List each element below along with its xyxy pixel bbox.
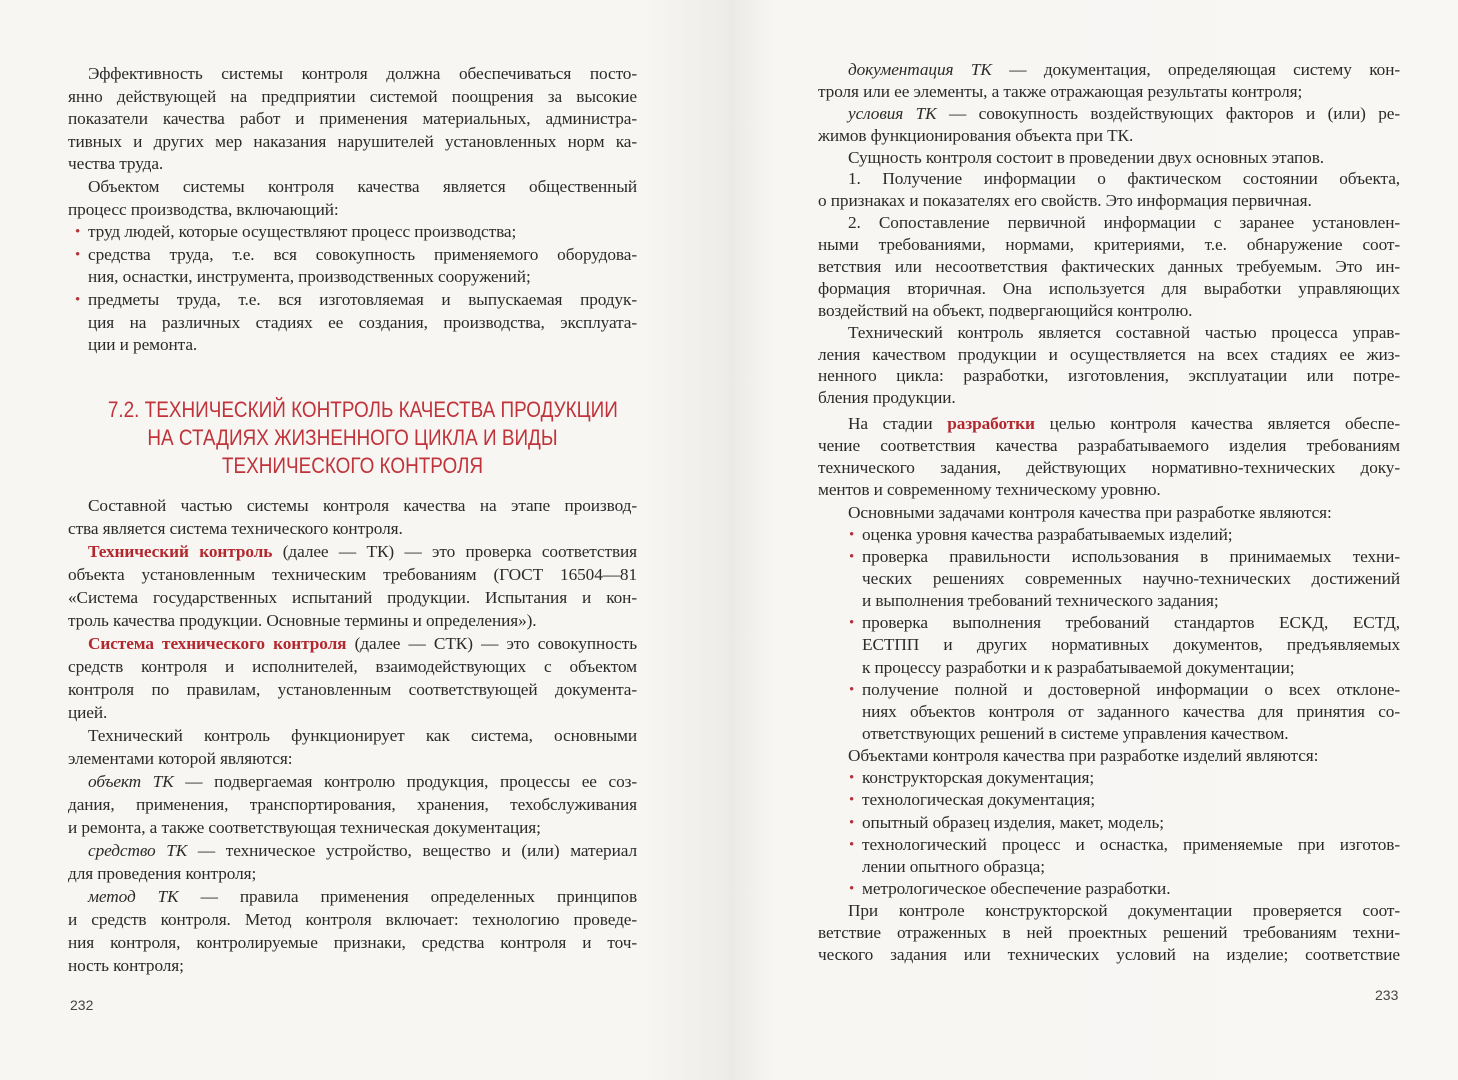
text-line: элементами которой являются:: [68, 749, 293, 768]
text-line: средств контроля и исполнителей, взаимодействующих с объектом: [68, 657, 637, 676]
heading-line: ТЕХНИЧЕСКОГО КОНТРОЛЯ: [221, 453, 484, 478]
text-line: Технический контроль функционирует как система, основными: [88, 726, 637, 745]
text-line: и ремонта, а также соответствующая техническая документация;: [68, 818, 541, 837]
text-line: Объектом системы контроля качества является общественный: [88, 176, 637, 196]
text-line: • конструкторская документация;: [818, 767, 1400, 789]
text-line: • проверка выполнения требований стандартов ЕСКД, ЕСТД,: [818, 612, 1400, 634]
text-line: [818, 103, 1400, 125]
paragraph: [68, 540, 637, 632]
page-number: 232: [70, 997, 94, 1013]
italic-term: метод ТК: [88, 887, 179, 906]
text-segment: (далее — СТК) — это совокупность: [346, 634, 637, 653]
bullet-item: [818, 878, 1400, 900]
text-line: [68, 885, 637, 908]
text-line: • опытный образец изделия, макет, модель;: [818, 812, 1400, 834]
bullet-item: [68, 244, 637, 289]
section-heading: [68, 396, 637, 480]
bullet-item: [818, 834, 1400, 878]
text-line: • труд людей, которые осуществляют процесс производства;: [68, 221, 637, 244]
text-line: ческого задания или технических условий на изделие; соответствие: [818, 945, 1400, 965]
text-segment: — совокупность воздействующих факторов и (или) ре-: [936, 103, 1400, 123]
text-segment: (далее — ТК) — это проверка соответствия: [272, 542, 637, 561]
highlighted-term: Система технического контроля: [88, 634, 347, 653]
text-line: дания, применения, транспортирования, хранения, техобслуживания: [68, 795, 637, 814]
text-line: [818, 413, 1400, 435]
italic-term: объект ТК: [88, 772, 174, 791]
text-line: показатели качества работ и применения материальных, администра-: [68, 109, 637, 129]
bullet-item: [818, 546, 1400, 612]
text-segment: — техническое устройство, вещество и (или) материал: [187, 841, 637, 860]
text-line: жимов функционирования объекта при ТК.: [818, 125, 1134, 145]
italic-term: средство ТК: [88, 841, 188, 860]
text-line: объекта установленным техническим требованиям (ГОСТ 16504—81: [68, 565, 637, 584]
text-line: ненного цикла: разработки, изготовления, эксплуатации или потре-: [818, 366, 1400, 386]
text-line: тивных и других мер наказания нарушителей установленных норм ка-: [68, 131, 637, 151]
paragraph: [68, 176, 637, 221]
text-segment: целью контроля качества является обеспе-: [1034, 414, 1400, 433]
text-line: ЕСТПП и других нормативных документов, предъявляемых: [862, 635, 1400, 655]
paragraph: [818, 103, 1400, 147]
text-line: янно действующей на предприятии системой поощрения за высокие: [68, 86, 637, 106]
text-line: • получение полной и достоверной информации о всех отклоне-: [818, 679, 1400, 701]
text-line: лении опытного образца;: [862, 856, 1045, 876]
text-line: ния, оснастки, инструмента, производственных сооружений;: [88, 267, 531, 287]
paragraph: [818, 322, 1400, 410]
right-text-bottom: [818, 413, 1400, 967]
text-line: чение соответствия качества разрабатываемого изделия требованиям: [818, 436, 1400, 456]
paragraph: [818, 59, 1400, 103]
right-page: [729, 0, 1458, 1080]
text-line: ными требованиями, нормами, критериями, т.е. обнаружение соот-: [818, 235, 1400, 255]
paragraph: [818, 147, 1400, 169]
text-line: ления качеством продукции и осуществляется на всех стадиях ее жиз-: [818, 344, 1400, 364]
heading-line: 7.2. ТЕХНИЧЕСКИЙ КОНТРОЛЬ КАЧЕСТВА ПРОДУКЦИИ: [107, 397, 618, 422]
left-text-top: [68, 63, 637, 357]
text-line: троль качества продукции. Основные термины и определения»).: [68, 611, 537, 630]
text-line: воздействий на объект, подвергающийся контролю.: [818, 300, 1193, 320]
text-line: ветствия или несоответствия фактических данных требуемым. Это ин-: [818, 257, 1400, 277]
text-line: чества труда.: [68, 154, 164, 174]
text-line: Эффективность системы контроля должна обеспечиваться посто-: [88, 64, 637, 83]
text-line: о признаках и показателях его свойств. Это информация первичная.: [818, 191, 1312, 211]
paragraph: [818, 502, 1400, 524]
text-line: Технический контроль является составной частью процесса управ-: [848, 322, 1400, 342]
text-line: ниях объектов контроля от заданного качества для принятия со-: [862, 701, 1400, 721]
text-line: 2. Сопоставление первичной информации с заранее установлен-: [848, 213, 1400, 233]
highlighted-term: Технический контроль: [88, 542, 273, 561]
text-line: • метрологическое обеспечение разработки.: [818, 878, 1400, 900]
text-line: к процессу разработки и к разрабатываемой документации;: [862, 657, 1295, 677]
page-number: 233: [1375, 987, 1399, 1003]
italic-term: условия ТК: [848, 103, 937, 123]
text-line: [68, 839, 637, 862]
paragraph: [68, 885, 637, 977]
paragraph: [68, 632, 637, 724]
text-line: ветствие отраженных в ней проектных решений требованиям техни-: [818, 923, 1400, 943]
text-line: [818, 59, 1400, 81]
text-line: • средства труда, т.е. вся совокупность применяемого оборудова-: [68, 244, 637, 267]
paragraph: [68, 494, 637, 540]
bullet-item: [68, 289, 637, 357]
text-line: цией.: [68, 703, 108, 722]
text-line: контроля по правилам, установленным соответствующей документа-: [68, 680, 637, 699]
text-line: • оценка уровня качества разрабатываемых изделий;: [818, 524, 1400, 546]
text-line: 1. Получение информации о фактическом состоянии объекта,: [848, 169, 1400, 189]
text-segment: На стадии: [848, 414, 948, 433]
heading-line: НА СТАДИЯХ ЖИЗНЕННОГО ЦИКЛА И ВИДЫ: [147, 425, 558, 450]
text-segment: — документация, определяющая систему кон-: [991, 60, 1400, 79]
text-line: Основными задачами контроля качества при разработке являются:: [848, 502, 1332, 522]
text-line: троля или ее элементы, а также отражающая результаты контроля;: [818, 81, 1303, 101]
paragraph: [818, 745, 1400, 767]
text-line: [68, 540, 637, 563]
text-line: ния контроля, контролируемые признаки, средства контроля и точ-: [68, 933, 637, 952]
text-line: • технологический процесс и оснастка, применяемые при изготов-: [818, 834, 1400, 856]
paragraph: [818, 212, 1400, 321]
text-line: ция на различных стадиях ее создания, производства, эксплуата-: [88, 312, 637, 332]
bullet-item: [818, 812, 1400, 834]
text-line: ответствующих решений в системе управления качеством.: [862, 723, 1289, 743]
bullet-item: [818, 789, 1400, 811]
text-line: При контроле конструкторской документации проверяется соот-: [848, 901, 1400, 921]
text-line: ментов и современному техническому уровню.: [818, 480, 1161, 500]
text-line: ческих решениях современных научно-технических достижений: [862, 568, 1400, 588]
text-line: Объектами контроля качества при разработке изделий являются:: [848, 746, 1319, 766]
bullet-item: [818, 679, 1400, 745]
bullet-item: [68, 221, 637, 244]
bullet-item: [818, 524, 1400, 546]
bullet-item: [818, 767, 1400, 789]
bullet-item: [818, 612, 1400, 678]
text-line: для проведения контроля;: [68, 864, 257, 883]
paragraph: [68, 63, 637, 176]
text-line: бления продукции.: [818, 388, 956, 408]
text-line: формация вторичная. Она используется для выработки управляющих: [818, 278, 1400, 298]
text-line: технического задания, действующих нормативно-технических доку-: [818, 458, 1400, 478]
text-line: ства является система технического контроля.: [68, 519, 403, 538]
text-line: [68, 632, 637, 655]
paragraph: [68, 770, 637, 839]
text-segment: — подвергаемая контролю продукция, процессы ее соз-: [173, 772, 637, 791]
text-line: процесс производства, включающий:: [68, 199, 339, 219]
left-text-bottom: [68, 494, 637, 977]
italic-term: документация ТК: [848, 60, 992, 79]
highlighted-term: разработки: [947, 414, 1035, 433]
paragraph: [68, 724, 637, 770]
text-line: «Система государственных испытаний продукции. Испытания и кон-: [68, 588, 637, 607]
text-line: и выполнения требований технического задания;: [862, 591, 1219, 611]
text-line: ции и ремонта.: [88, 335, 198, 355]
paragraph: [818, 168, 1400, 212]
paragraph: [818, 413, 1400, 502]
text-line: ность контроля;: [68, 956, 184, 975]
text-line: • проверка правильности использования в принимаемых техни-: [818, 546, 1400, 568]
text-line: [68, 770, 637, 793]
paragraph: [818, 900, 1400, 966]
text-line: • предметы труда, т.е. вся изготовляемая и выпускаемая продук-: [68, 289, 637, 312]
text-line: Составной частью системы контроля качества на этапе производ-: [88, 496, 637, 515]
text-line: • технологическая документация;: [818, 789, 1400, 811]
right-text-top: [818, 59, 1400, 409]
text-line: Сущность контроля состоит в проведении двух основных этапов.: [848, 147, 1325, 167]
text-line: и средств контроля. Метод контроля включает: технологию проведе-: [68, 910, 637, 929]
paragraph: [68, 839, 637, 885]
text-segment: — правила применения определенных принципов: [178, 887, 637, 906]
